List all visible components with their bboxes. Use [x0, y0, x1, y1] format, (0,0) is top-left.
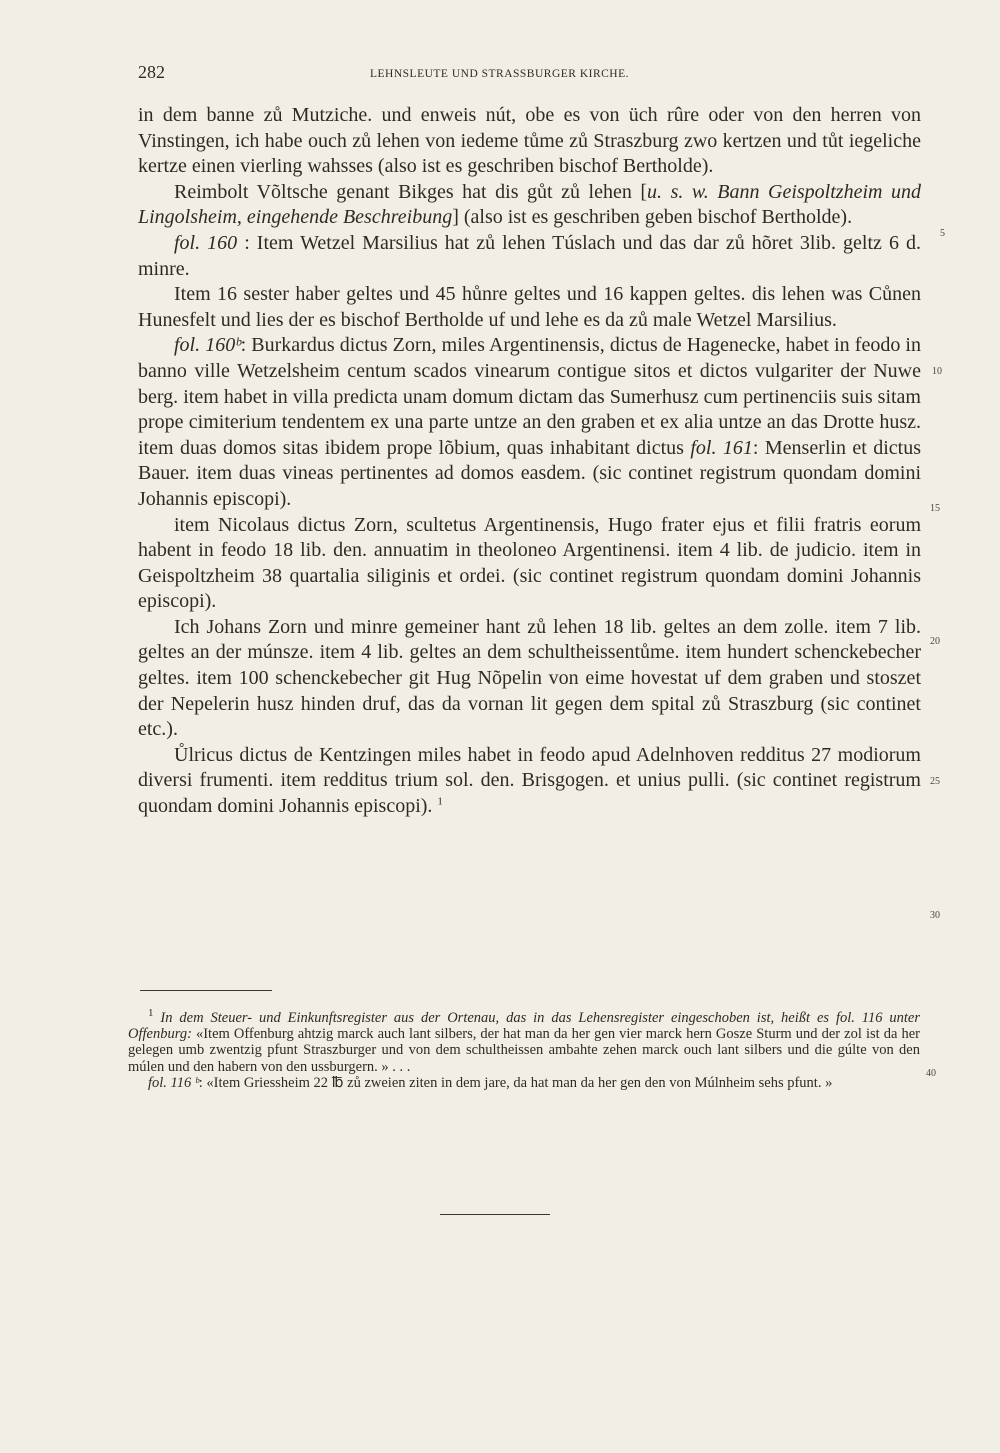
paragraph [138, 103, 921, 180]
footnotes [128, 1007, 920, 1091]
text-run: : Burkardus dictus Zorn, miles Argentinensis, dictus de Hagenecke, habet in feodo in banno ville Wetzelsheim centum scados vinearum contigue sitos et dictos vulgariter der Nuwe berg. item habet in villa predicta unam domum dictam das Sumerhusz cum pertinenciis suis sitam prope cimiterium tendentem ex una parte untze an den graben et ex alia untze an das Drotte husz. item duas domos sitas ibidem prope lõbium, quas inhabitant dictus [138, 334, 921, 459]
line-number: 40 [926, 1068, 936, 1079]
text-run: Item 16 sester haber geltes und 45 hůnre geltes und 16 kappen geltes. dis lehen was Cůnen Hunesfelt und lies der es bischof Bertholde uf und lehe es da zů male Wetzel Marsilius. [138, 283, 921, 331]
text-run: Ůlricus dictus de Kentzingen miles habet in feodo apud Adelnhoven redditus 27 modiorum diversi frumenti. item redditus trium sol. den. Brisgogen. et unius pulli. (sic continet registrum quondam domini Johannis episcopi). [138, 743, 921, 818]
line-number: 15 [930, 503, 940, 514]
footnote [128, 1007, 920, 1075]
text-run: : Menserlin et dictus Bauer. item duas vineas pertinentes ad domos easdem. (sic continet registrum quondam domini Johannis episcopi). [138, 436, 921, 510]
paragraph [138, 333, 921, 512]
italic-run: fol. 116 ᵇ [148, 1074, 199, 1091]
italic-run: fol. 161 [690, 436, 753, 459]
footnote [128, 1075, 920, 1091]
end-rule [440, 1214, 550, 1215]
footnote-separator [140, 990, 272, 991]
paragraph [138, 231, 921, 282]
paragraph [138, 513, 921, 615]
paragraph [138, 615, 921, 743]
paragraph [138, 282, 921, 333]
text-run: ] (also ist es geschriben geben bischof Bertholde). [452, 206, 853, 229]
footnote-marker: 1 [148, 1007, 154, 1020]
text-run: Ich Johans Zorn und minre gemeiner hant zů lehen 18 lib. geltes an dem zolle. item 7 lib. geltes an der múnsze. item 4 lib. geltes an dem schultheissentůme. item hundert schenckebecher geltes. item 100 schenckebecher git Hug Nõpelin von eime hovestat uf dem graben und stoszet der Nepelerin husz hinden druf, das da vornan lit gegen dem spital zů Straszburg (sic continet etc.). [138, 615, 921, 741]
paragraph [138, 180, 921, 231]
line-number: 5 [940, 228, 945, 239]
text-run: : Item Wetzel Marsilius hat zů lehen Túslach und das dar zů hõret 3lib. geltz 6 d. minre. [138, 231, 921, 280]
text-run: item Nicolaus dictus Zorn, scultetus Argentinensis, Hugo frater ejus et filii fratris eorum habent in feodo 18 lib. den. annuatim in theoloneo Argentinensi. item 4 lib. de judicio. item in Geispoltzheim 38 quartalia siliginis et ordei. (sic continet registrum quondam domini Johannis episcopi). [138, 513, 921, 613]
italic-run: u. s. w. Bann Geispoltzheim und Lingolsheim, eingehende Beschreibung [138, 180, 921, 229]
paragraph [138, 743, 921, 820]
text-run: «Item Offenburg ahtzig marck auch lant silbers, der hat man da her gen vier marck hern Gosze Sturm und der zol ist da her gelegen umb zwentzig pfunt Straszburger und von dem schultheissen ambahte zehen marck ouch lant silbers und die gúlte von den múlen und den habern von den ussburgern. » . . . [128, 1026, 920, 1075]
italic-run: fol. 160ᵇ [174, 334, 241, 357]
text-run: in dem banne zů Mutziche. und enweis nút, obe es von üch rûre oder von den herren von Vinstingen, ich habe ouch zů lehen von iedeme tůme zů Straszburg zwo kertzen und tůt iegeliche kertze einen vierling wahsses (also ist es geschriben bischof Bertholde). [138, 104, 921, 178]
italic-run: In dem Steuer- und Einkunftsregister aus der Ortenau, das in das Lehensregister eingeschoben ist, heißt es fol. 116 unter Offenburg: [128, 1010, 920, 1043]
text-run: : «Item Griessheim 22 ℔ zů zweien ziten in dem jare, da hat man da her gen den von Múlnheim sehs pfunt. » [198, 1074, 833, 1091]
line-number: 30 [930, 910, 940, 921]
main-text [138, 103, 921, 820]
text-run: Reimbolt Võltsche genant Bikges hat dis gůt zů lehen [ [174, 180, 648, 203]
page-number: 282 [138, 62, 165, 82]
line-number: 10 [932, 366, 942, 377]
running-title: LEHNSLEUTE UND STRASSBURGER KIRCHE. [370, 68, 630, 80]
line-number: 25 [930, 776, 940, 787]
footnote-marker: 1 [437, 795, 443, 808]
line-number: 20 [930, 636, 940, 647]
italic-run: fol. 160 [174, 231, 238, 254]
